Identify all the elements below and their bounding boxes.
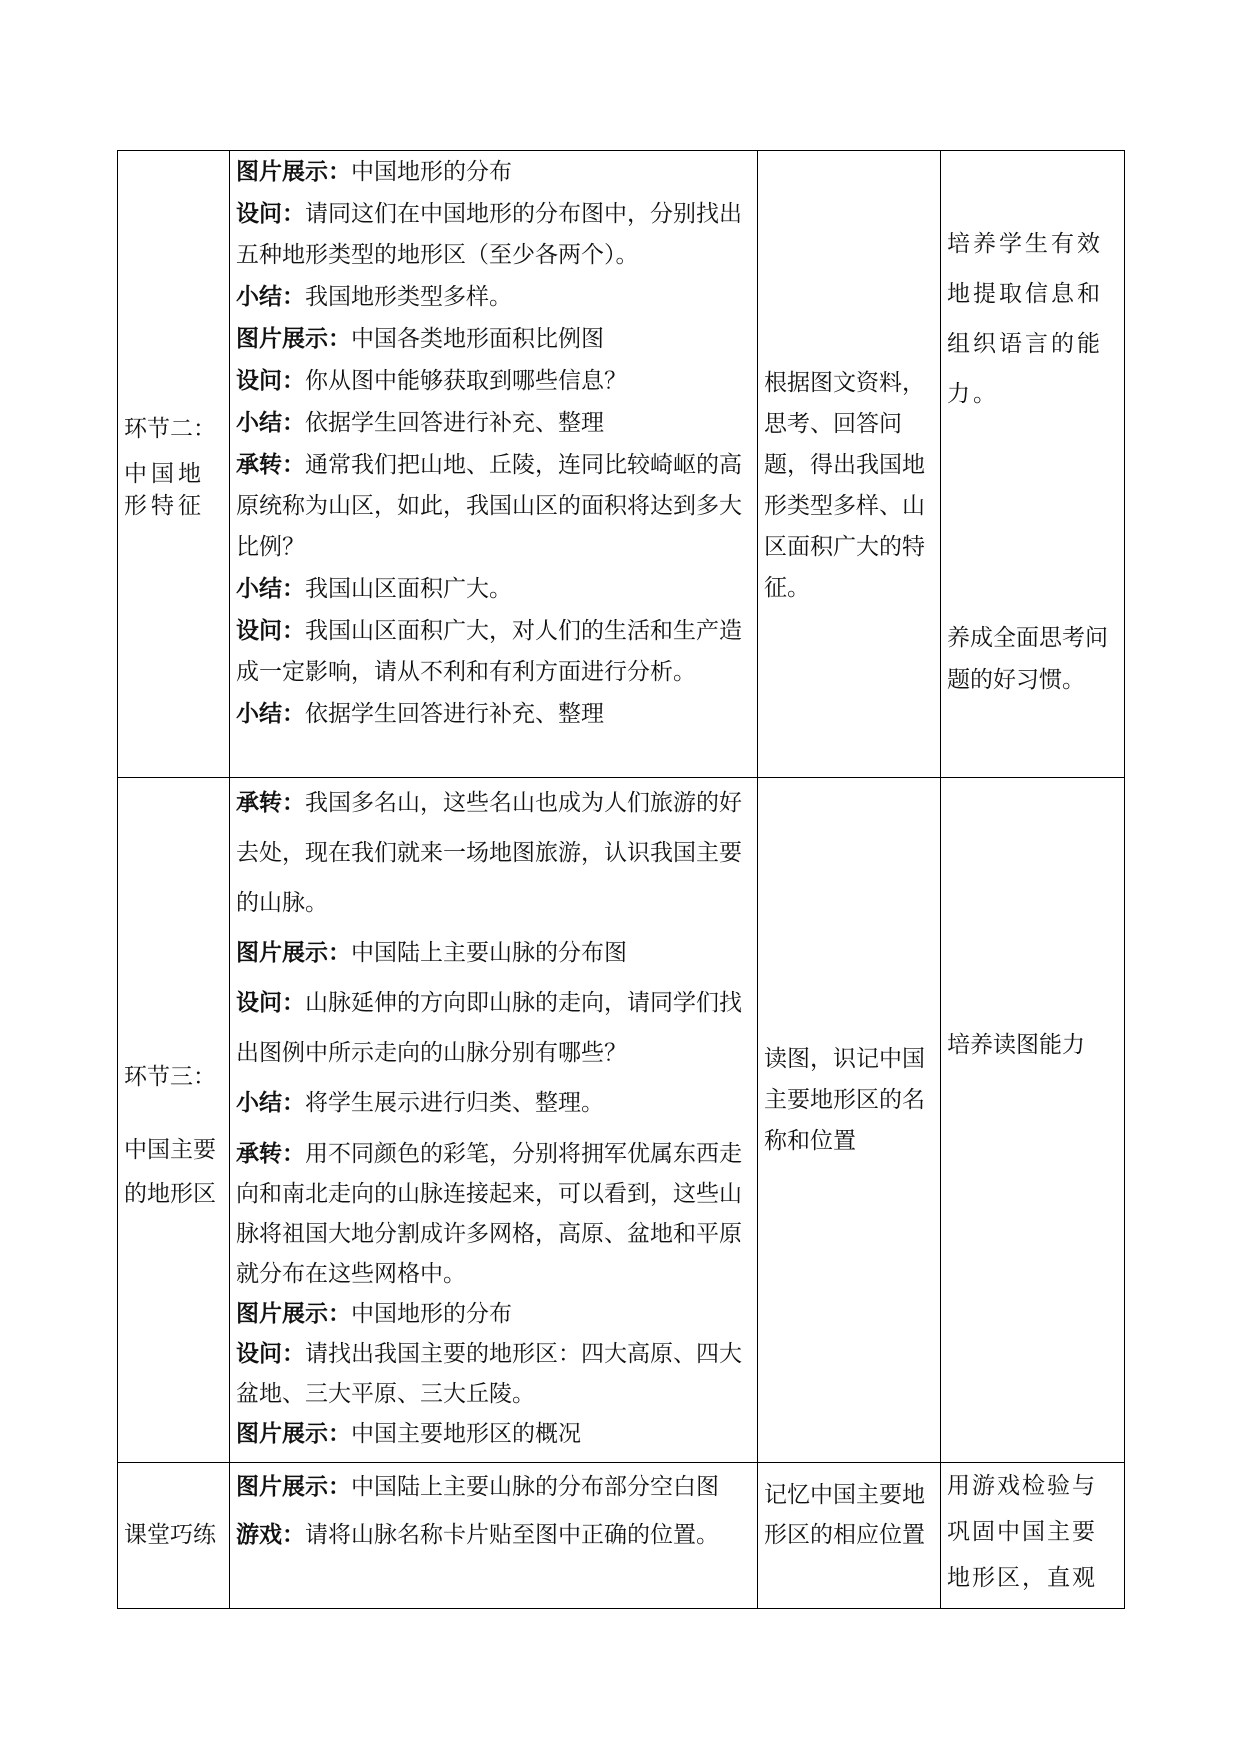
content-line: 图片展示：中国各类地形面积比例图	[236, 325, 604, 352]
design-intent: 培养读图能力	[947, 1032, 1085, 1058]
activity-cell	[758, 1463, 941, 1609]
stage-cell	[118, 151, 230, 778]
student-activity: 根据图文资料，思考、回答问题，得出我国地形类型多样、山区面积广大的特征。	[764, 370, 925, 601]
content-line: 设问：我国山区面积广大，对人们的生活和生产造成一定影响，请从不利和有利方面进行分析。	[236, 617, 742, 685]
content-line: 设问：山脉延伸的方向即山脉的走向，请同学们找出图例中所示走向的山脉分别有哪些？	[236, 989, 742, 1066]
intent-cell	[941, 151, 1125, 778]
stage-title: 环节二：	[124, 415, 216, 442]
activity-cell	[758, 778, 941, 1463]
stage-cell	[118, 1463, 230, 1609]
content-line: 小结：我国山区面积广大。	[236, 575, 512, 602]
intent-cell	[941, 1463, 1125, 1609]
content-line: 图片展示：中国陆上主要山脉的分布部分空白图	[236, 1473, 719, 1500]
content-line: 承转：我国多名山，这些名山也成为人们旅游的好去处，现在我们就来一场地图旅游，认识我国主要的山脉。	[236, 789, 742, 916]
table-row-stage-2	[118, 151, 1125, 778]
content-line: 设问：请找出我国主要的地形区：四大高原、四大盆地、三大平原、三大丘陵。	[236, 1340, 742, 1407]
intent-cell	[941, 778, 1125, 1463]
content-line: 设问：请同这们在中国地形的分布图中，分别找出五种地形类型的地形区（至少各两个）。	[236, 200, 742, 268]
content-line: 游戏：请将山脉名称卡片贴至图中正确的位置。	[236, 1521, 719, 1548]
content-line: 小结：依据学生回答进行补充、整理	[236, 409, 604, 436]
stage-subtitle: 中国主要的地形区	[124, 1137, 216, 1207]
student-activity: 记忆中国主要地形区的相应位置	[764, 1482, 925, 1548]
activity-cell	[758, 151, 941, 778]
content-cell	[230, 151, 758, 778]
stage-title: 环节三：	[124, 1064, 216, 1090]
content-line: 图片展示：中国地形的分布	[236, 158, 512, 185]
content-line: 图片展示：中国陆上主要山脉的分布图	[236, 939, 627, 966]
content-line: 小结：我国地形类型多样。	[236, 283, 512, 310]
stage-title: 课堂巧练	[124, 1522, 216, 1548]
stage-cell	[118, 778, 230, 1463]
table-row-stage-3	[118, 778, 1125, 1463]
content-line: 设问：你从图中能够获取到哪些信息？	[236, 367, 627, 394]
content-line: 承转：用不同颜色的彩笔，分别将拥军优属东西走向和南北走向的山脉连接起来，可以看到，这些山脉将祖国大地分割成许多网格，高原、盆地和平原就分布在这些网格中。	[236, 1140, 742, 1287]
stage-subtitle: 中国地形特征	[124, 460, 205, 519]
content-line: 承转：通常我们把山地、丘陵，连同比较崎岖的高原统称为山区，如此，我国山区的面积将达到多大比例？	[236, 451, 742, 560]
content-line: 小结：依据学生回答进行补充、整理	[236, 700, 604, 727]
content-line: 图片展示：中国地形的分布	[236, 1300, 512, 1327]
lesson-plan-table	[117, 150, 1125, 1609]
content-cell	[230, 1463, 758, 1609]
design-intent: 养成全面思考问题的好习惯。	[947, 625, 1108, 693]
table-row-practice	[118, 1463, 1125, 1609]
design-intent: 用游戏检验与巩固中国主要地形区，直观	[947, 1473, 1097, 1591]
content-line: 图片展示：中国主要地形区的概况	[236, 1420, 581, 1447]
student-activity: 读图，识记中国主要地形区的名称和位置	[764, 1045, 925, 1154]
content-line: 小结：将学生展示进行归类、整理。	[236, 1089, 604, 1116]
content-cell	[230, 778, 758, 1463]
design-intent: 培养学生有效地提取信息和组织语言的能力。	[947, 231, 1103, 407]
